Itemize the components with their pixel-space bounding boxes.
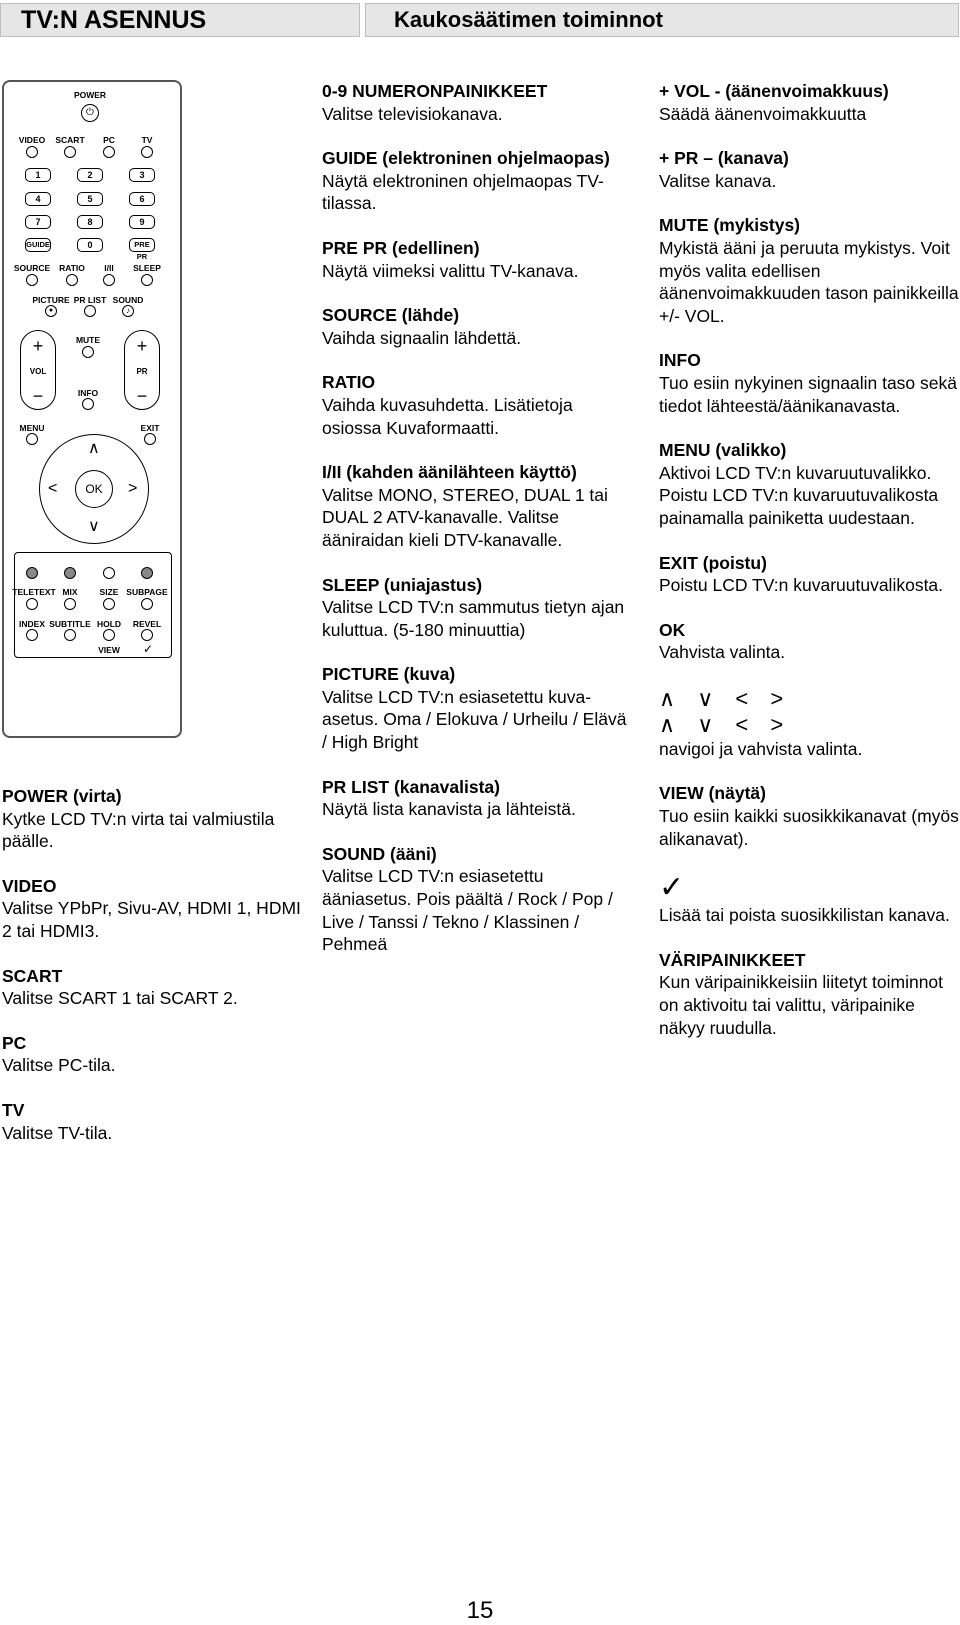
up-arrow-icon: ∧ <box>88 440 100 457</box>
remote-label: VIEW <box>98 645 120 655</box>
yellow-button <box>103 567 115 579</box>
entry <box>659 214 959 327</box>
middle-column <box>322 80 627 978</box>
entry-heading: POWER (virta) <box>2 786 122 806</box>
entry-heading: INFO <box>659 350 701 371</box>
entry-heading: MENU (valikko) <box>659 440 787 461</box>
i-ii-button <box>103 274 115 286</box>
entry <box>322 237 627 282</box>
entry-heading: SCART <box>2 965 63 986</box>
entry-heading: + VOL - (äänenvoimakkuus) <box>659 81 889 101</box>
down-arrow-icon: ∨ <box>88 518 100 535</box>
entry-heading: + PR – (kanava) <box>659 148 789 169</box>
entry-text: Mykistä ääni ja peruuta mykistys. Voit myös valita edellisen äänenvoimakkuuden tason painikkeilla +/- VOL. <box>659 237 959 326</box>
entry <box>322 574 627 642</box>
entry-text: Kun väripainikkeisiin liitetyt toiminnot on aktivoitu tai valittu, väripainike näkyy ruudulla. <box>659 972 944 1038</box>
remote-label: SLEEP <box>133 263 161 273</box>
entry <box>322 461 627 551</box>
remote-label: INFO <box>77 388 99 398</box>
power-button: ⏻ <box>81 104 99 122</box>
hold-button <box>103 629 115 641</box>
remote-label: TELETEXT <box>12 587 56 597</box>
entry-heading: TV <box>2 1099 25 1120</box>
ratio-button <box>66 274 78 286</box>
entry-text: Valitse TV-tila. <box>2 1122 113 1143</box>
entry-heading: VIEW (näytä) <box>659 783 766 804</box>
entry-heading: SOUND (ääni) <box>322 843 437 864</box>
remote-label: INDEX <box>19 619 45 629</box>
entry-heading: SOURCE (lähde) <box>322 305 460 326</box>
entry <box>659 686 959 761</box>
entry-text: navigoi ja vahvista valinta. <box>659 738 863 759</box>
entry-text: Kytke LCD TV:n virta tai valmiustila päälle. <box>2 808 275 852</box>
pr-rocker <box>124 330 160 410</box>
red-button <box>26 567 38 579</box>
vol-label: VOL <box>29 367 47 376</box>
right-arrow-icon: > <box>128 480 138 497</box>
guide-key: GUIDE <box>25 238 51 252</box>
source-button <box>26 274 38 286</box>
remote-label: EXIT <box>140 423 160 433</box>
entry-text: Valitse MONO, STEREO, DUAL 1 tai DUAL 2 ATV-kanavalle. Valitse ääniraidan kieli DTV-kanavalle. <box>322 484 608 550</box>
power-label: POWER <box>73 90 107 100</box>
key-5: 5 <box>77 192 103 206</box>
remote-label: SUBPAGE <box>126 587 168 597</box>
key-0: 0 <box>77 238 103 252</box>
entry <box>659 552 959 597</box>
entry <box>322 80 627 125</box>
pre-pr-key: PRE PR <box>129 238 155 252</box>
entry-text: Lisää tai poista suosikkilistan kanava. <box>659 905 950 926</box>
entry-heading: RATIO <box>322 372 376 393</box>
entry-text: Valitse LCD TV:n esiasetettu kuva-asetus. Oma / Elokuva / Urheilu / Elävä / High Bright <box>322 686 627 753</box>
entry-heading: SLEEP (uniajastus) <box>322 574 483 595</box>
entry <box>659 349 959 417</box>
navigation-pad <box>39 434 149 544</box>
key-4: 4 <box>25 192 51 206</box>
entry-text: Valitse YPbPr, Sivu-AV, HDMI 1, HDMI 2 tai HDMI3. <box>2 898 301 941</box>
remote-label: I/II <box>104 263 114 273</box>
entry <box>2 965 302 1010</box>
entry-text: Tuo esiin kaikki suosikkikanavat (myös alikanavat). <box>659 806 959 849</box>
remote-label: SCART <box>55 135 85 145</box>
key-2: 2 <box>77 168 103 182</box>
scart-button <box>64 146 76 158</box>
entry-text: Näytä viimeksi valittu TV-kanava. <box>322 260 579 281</box>
remote-label: TV <box>141 135 153 145</box>
remote-label: SIZE <box>99 587 119 597</box>
remote-label: VIDEO <box>18 135 46 145</box>
entry <box>659 619 959 664</box>
minus-icon: − <box>32 386 44 406</box>
entry-text: Vahvista valinta. <box>659 642 786 663</box>
mix-button <box>64 598 76 610</box>
plus-icon: + <box>32 336 44 356</box>
check-icon: ✓ <box>659 871 685 905</box>
key-9: 9 <box>129 215 155 229</box>
entry <box>659 439 959 529</box>
remote-label: SUBTITLE <box>49 619 91 629</box>
remote-label: MENU <box>19 423 45 433</box>
remote-label: RATIO <box>59 263 85 273</box>
key-3: 3 <box>129 168 155 182</box>
entry-heading: EXIT (poistu) <box>659 552 767 573</box>
arrow-keys-icon: ∧ ∨ < > <box>659 685 792 711</box>
arrow-keys-icon: ∧ ∨ < > <box>659 711 792 737</box>
green-button <box>64 567 76 579</box>
entry <box>322 843 627 956</box>
remote-label: PC <box>103 135 115 145</box>
entry-heading: OK <box>659 619 686 640</box>
entry-text: Säädä äänenvoimakkuutta <box>659 103 867 124</box>
remote-label: SOURCE <box>13 263 51 273</box>
key-7: 7 <box>25 215 51 229</box>
subpage-button <box>141 598 153 610</box>
minus-icon: − <box>136 386 148 406</box>
entry-text: Valitse PC-tila. <box>2 1055 116 1076</box>
ok-button: OK <box>75 470 113 508</box>
entry-heading: PR LIST (kanavalista) <box>322 776 500 797</box>
entry-heading: VIDEO <box>2 875 57 896</box>
entry <box>322 371 627 439</box>
entry <box>2 1099 302 1144</box>
remote-label: MIX <box>62 587 78 597</box>
picture-button: ● <box>45 305 57 317</box>
exit-button <box>144 433 156 445</box>
entry-text: Poistu LCD TV:n kuvaruutuvalikosta. <box>659 575 944 596</box>
entry <box>659 80 959 125</box>
entry-text: Valitse LCD TV:n esiasetettu ääniasetus. Pois päältä / Rock / Pop / Live / Tanssi / Tekno / Klassinen / Pehmeä <box>322 866 613 955</box>
entry <box>322 304 627 349</box>
entry-text: Vaihda kuvasuhdetta. Lisätietoja osiossa Kuvaformaatti. <box>322 394 573 438</box>
mute-button <box>82 346 94 358</box>
entry-text: Vaihda signaalin lähdettä. <box>322 327 522 348</box>
entry <box>659 147 959 192</box>
remote-label: PR LIST <box>73 295 107 305</box>
left-column <box>2 785 302 1166</box>
subtitle-button <box>64 629 76 641</box>
entry-text: Tuo esiin nykyinen signaalin taso sekä tiedot lähteestä/äänikanavasta. <box>659 372 957 416</box>
entry-heading: GUIDE (elektroninen ohjelmaopas) <box>322 148 610 169</box>
left-arrow-icon: < <box>48 480 58 497</box>
sound-button: ♪ <box>122 305 134 317</box>
entry <box>659 872 959 927</box>
entry-text: Näytä lista kanavista ja lähteistä. <box>322 799 576 820</box>
vol-rocker <box>20 330 56 410</box>
entry-heading: PC <box>2 1032 27 1053</box>
entry-heading: PRE PR (edellinen) <box>322 237 480 258</box>
pr-list-button <box>84 305 96 317</box>
key-6: 6 <box>129 192 155 206</box>
blue-button <box>141 567 153 579</box>
remote-label: MUTE <box>75 335 101 345</box>
pc-button <box>103 146 115 158</box>
entry <box>322 776 627 821</box>
remote-label: HOLD <box>96 619 122 629</box>
teletext-button <box>26 598 38 610</box>
remote-label: REVEL <box>132 619 162 629</box>
entry <box>659 782 959 850</box>
entry-heading: PICTURE (kuva) <box>322 664 456 685</box>
entry-heading: I/II (kahden äänilähteen käyttö) <box>322 462 577 483</box>
pr-label: PR <box>136 367 148 376</box>
size-button <box>103 598 115 610</box>
check-icon: ✓ <box>143 642 154 656</box>
remote-label: PICTURE <box>32 295 70 305</box>
revel-button <box>141 629 153 641</box>
video-button <box>26 146 38 158</box>
info-button <box>82 398 94 410</box>
index-button <box>26 629 38 641</box>
tv-button <box>141 146 153 158</box>
key-1: 1 <box>25 168 51 182</box>
entry-text: Näytä elektroninen ohjelmaopas TV-tilassa. <box>322 170 604 214</box>
entry-text: Valitse LCD TV:n sammutus tietyn ajan kuluttua. (5-180 minuuttia) <box>322 597 625 640</box>
page-number: 15 <box>466 1597 494 1624</box>
entry <box>2 1032 302 1077</box>
entry-heading: VÄRIPAINIKKEET <box>659 949 806 970</box>
entry <box>659 949 959 1039</box>
entry-text: Aktivoi LCD TV:n kuvaruutuvalikko. Poistu LCD TV:n kuvaruutuvalikosta painamalla painiketta uudestaan. <box>659 462 939 528</box>
remote-label: SOUND <box>112 295 144 305</box>
entry-heading: 0-9 NUMERONPAINIKKEET <box>322 81 548 101</box>
sleep-button <box>141 274 153 286</box>
entry-text: Valitse kanava. <box>659 170 777 191</box>
page-title: Kaukosäätimen toiminnot <box>365 3 959 37</box>
entry-heading: MUTE (mykistys) <box>659 215 801 236</box>
remote-control-illustration <box>2 80 182 738</box>
entry <box>2 785 302 853</box>
entry <box>2 875 302 943</box>
menu-button <box>26 433 38 445</box>
plus-icon: + <box>136 336 148 356</box>
entry <box>322 663 627 753</box>
section-title: TV:N ASENNUS <box>0 3 360 37</box>
entry-text: Valitse SCART 1 tai SCART 2. <box>2 988 238 1009</box>
entry <box>322 147 627 215</box>
right-column <box>659 80 959 1061</box>
entry-text: Valitse televisiokanava. <box>322 103 503 124</box>
key-8: 8 <box>77 215 103 229</box>
